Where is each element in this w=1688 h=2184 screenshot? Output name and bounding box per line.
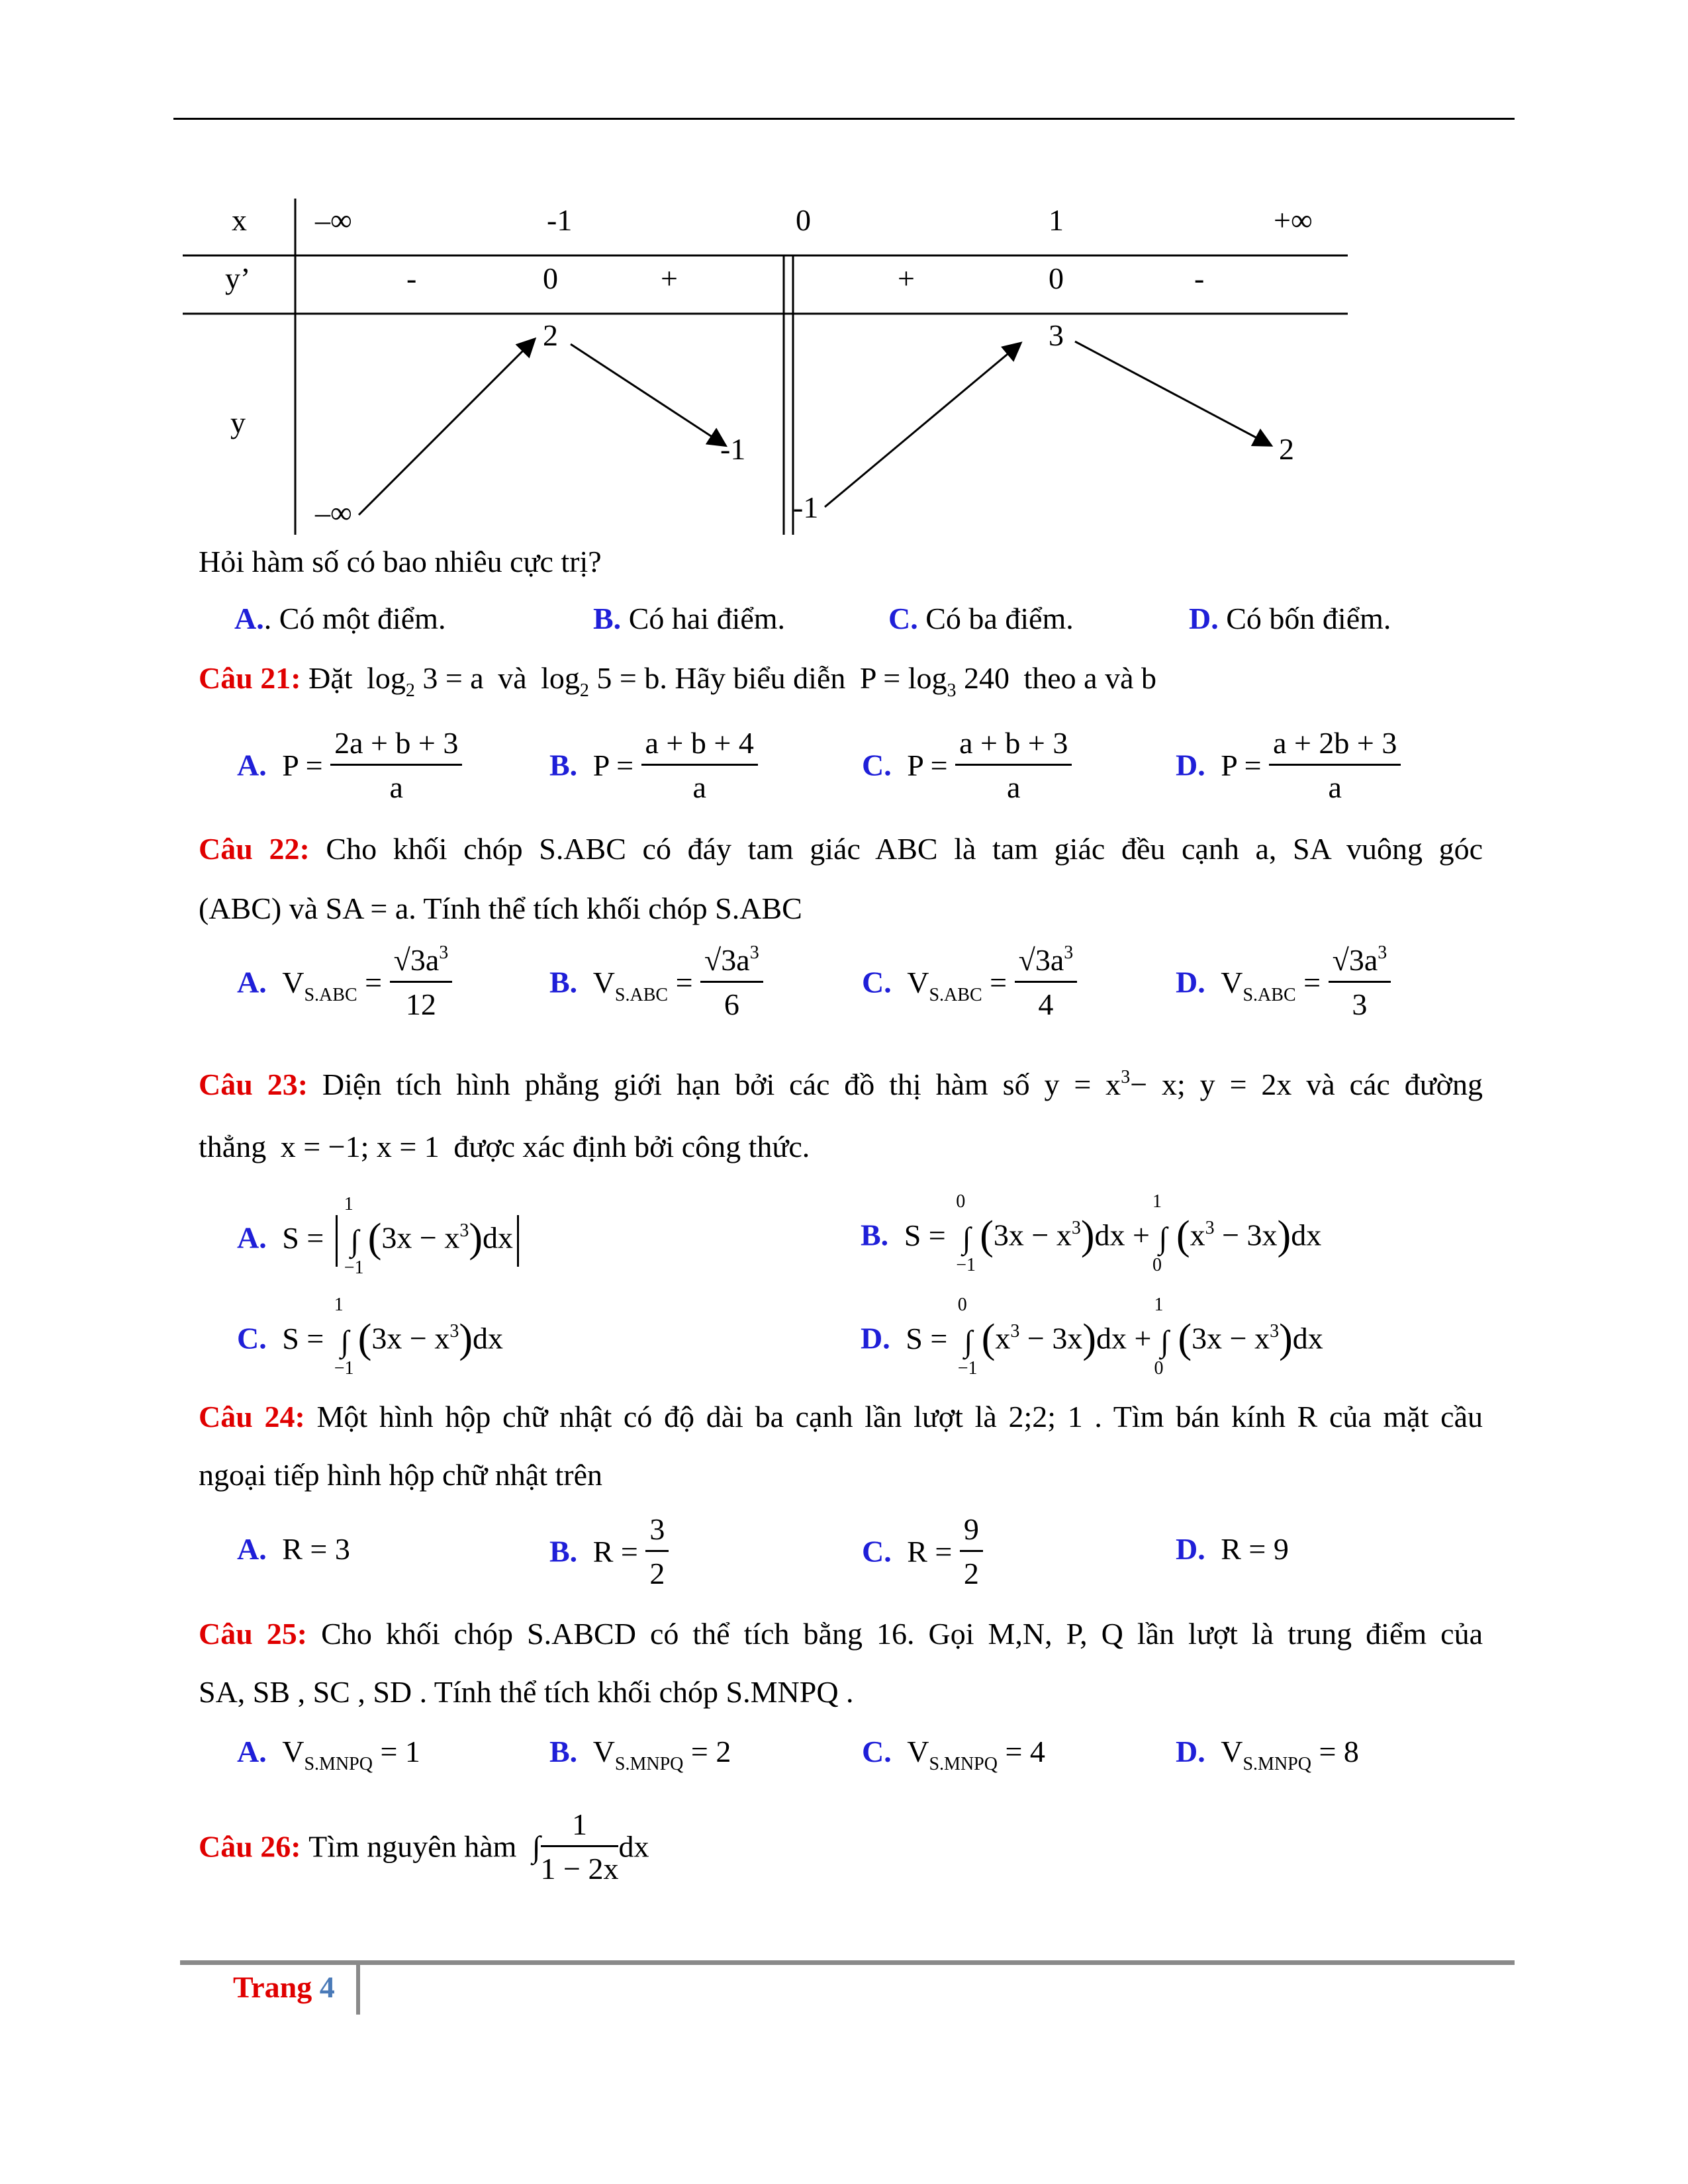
q25-d-letter: D. <box>1176 1735 1205 1768</box>
q24-text1: Một hình hộp chữ nhật có độ dài ba cạnh lần lượt là 2;2; 1 . Tìm bán kính R của mặt cầu <box>316 1400 1483 1433</box>
q20-prompt: Hỏi hàm số có bao nhiêu cực trị? <box>199 545 602 578</box>
q21-va: và <box>498 661 527 695</box>
table-lines <box>0 0 1688 563</box>
q21-c-fraction: $\frac{a + b + 3}{a}$ <box>955 728 1072 803</box>
q24-a-text: R = 3 <box>282 1532 350 1566</box>
q21-d-letter: D. <box>1176 748 1205 782</box>
q24-option-a[interactable] <box>237 1534 350 1565</box>
q23-d-integral-1: 0 ∫ −1 <box>957 1295 978 1379</box>
x-one: 1 <box>1049 203 1064 237</box>
q21-t3: theo a và b <box>1023 661 1157 695</box>
q21-t2: . Hãy biểu diễn <box>659 661 846 695</box>
q25-b-expr: $V_{S.MNPQ} = 2$ <box>592 1735 731 1774</box>
q20-d-letter: D. <box>1189 602 1219 635</box>
q23-d-integral-2: 1 ∫ 0 <box>1154 1295 1169 1379</box>
q25-d-expr: $V_{S.MNPQ} = 8$ <box>1221 1735 1359 1774</box>
q24-option-b[interactable] <box>549 1514 669 1589</box>
q22-d-letter: D. <box>1176 965 1205 999</box>
q24-c-letter: C. <box>862 1534 892 1569</box>
q20-a-text: . Có một điểm. <box>263 602 446 635</box>
q20-option-d[interactable] <box>1189 604 1391 634</box>
q24-c-pre: R = <box>907 1534 953 1569</box>
q24-b-letter: B. <box>549 1534 578 1569</box>
y-value-3: 3 <box>1049 318 1064 352</box>
q24-c-fraction: $\frac{9}{2}$ <box>960 1514 983 1589</box>
q25-text1: Cho khối chóp S.ABCD có thể tích bằng 16. Gọi M,N, P, Q lần lượt là trung điểm của <box>321 1617 1483 1651</box>
q23-option-b[interactable]: B. S = 0 ∫ −1 $(3x - x^3)dx$ + 1 ∫ 0 $(x^3 - 3x)dx$ <box>861 1191 1322 1275</box>
q21-b-letter: B. <box>549 748 578 782</box>
q21-log-b: $\log_2 5 = b$ <box>541 661 660 701</box>
x-pos-inf: +∞ <box>1274 203 1313 237</box>
q23-line2: thẳng x = −1; x = 1 được xác định bởi công thức. <box>199 1130 810 1163</box>
q23-option-d[interactable]: D. S = 0 ∫ −1 $(x^3 - 3x)dx$ + 1 ∫ 0 $(3x - x^3)dx$ <box>861 1295 1323 1379</box>
q24-option-d[interactable] <box>1176 1534 1289 1565</box>
q26-fraction: $\frac{1}{1 - 2x}$ <box>540 1807 619 1886</box>
arrow-down-2 <box>1075 341 1270 445</box>
q24-a-letter: A. <box>237 1532 267 1566</box>
q22-d-fraction: $\frac{√3a^3}{3}$ <box>1329 945 1391 1020</box>
q25-a-expr: $V_{S.MNPQ} = 1$ <box>282 1735 420 1774</box>
q20-option-b[interactable] <box>593 604 785 634</box>
q21-stem <box>199 661 1157 701</box>
arrow-up-2 <box>825 344 1019 507</box>
q23-b-integral-1: 0 ∫ −1 <box>956 1191 976 1275</box>
q22-option-d[interactable] <box>1176 942 1391 1021</box>
q25-a-letter: A. <box>237 1735 267 1768</box>
footer-rule <box>180 1960 1515 1965</box>
q22-a-v: $V_{S.ABC}$ = <box>282 965 383 1005</box>
yprime-sign-1: - <box>406 261 417 295</box>
yprime-sign-5: 0 <box>1049 261 1064 295</box>
q20-b-letter: B. <box>593 602 622 635</box>
q20-c-text: Có ba điểm. <box>925 602 1074 635</box>
q20-option-a[interactable] <box>234 604 445 634</box>
q21-c-letter: C. <box>862 748 892 782</box>
y-value-2: 2 <box>543 318 558 352</box>
q21-option-c[interactable] <box>862 728 1072 803</box>
yprime-label: y’ <box>225 261 251 295</box>
q22-option-a[interactable] <box>237 942 452 1021</box>
q24-label: Câu 24: <box>199 1400 305 1433</box>
q20-c-letter: C. <box>888 602 918 635</box>
q21-option-d[interactable] <box>1176 728 1401 803</box>
q21-a-p: P = <box>282 748 323 782</box>
q24-b-fraction: $\frac{3}{2}$ <box>645 1514 669 1589</box>
q20-option-c[interactable] <box>888 604 1074 634</box>
yprime-sign-2: 0 <box>543 261 558 295</box>
q22-label: Câu 22: <box>199 832 310 866</box>
q25-b-letter: B. <box>549 1735 578 1768</box>
footer-divider <box>356 1960 360 2015</box>
q24-line1 <box>199 1402 1483 1432</box>
q23-text1a: Diện tích hình phẳng giới hạn bởi các đồ thị hàm số <box>322 1068 1030 1101</box>
q21-log-a: $\log_2 3 = a$ <box>367 661 484 701</box>
q22-a-letter: A. <box>237 965 267 999</box>
yprime-sign-3: + <box>661 261 678 295</box>
q24-d-text: R = 9 <box>1221 1532 1289 1566</box>
footer-page-number: 4 <box>319 1970 335 2004</box>
q21-option-a[interactable] <box>237 728 462 803</box>
y-value-m1a: -1 <box>720 432 746 466</box>
arrow-down-1 <box>571 344 724 445</box>
q23-label: Câu 23: <box>199 1068 308 1101</box>
q21-option-b[interactable] <box>549 728 758 803</box>
q21-b-p: P = <box>592 748 634 782</box>
y-neg-inf: –∞ <box>315 496 352 529</box>
q23-c-letter: C. <box>237 1321 267 1355</box>
q23-a-letter: A. <box>237 1220 267 1255</box>
q21-d-fraction: $\frac{a + 2b + 3}{a}$ <box>1269 728 1401 803</box>
yprime-sign-6: - <box>1194 261 1205 295</box>
q25-c-expr: $V_{S.MNPQ} = 4$ <box>907 1735 1045 1774</box>
q24-option-c[interactable] <box>862 1514 983 1589</box>
q26-dx: dx <box>618 1829 649 1864</box>
q22-b-letter: B. <box>549 965 578 999</box>
q20-d-text: Có bốn điểm. <box>1226 602 1391 635</box>
y-value-2b: 2 <box>1279 432 1294 466</box>
q25-option-a[interactable] <box>237 1735 420 1774</box>
x-label: x <box>232 203 247 237</box>
q22-b-fraction: $\frac{√3a^3}{6}$ <box>700 945 763 1020</box>
y-value-m1b: -1 <box>793 490 819 524</box>
q21-c-p: P = <box>907 748 948 782</box>
q22-c-letter: C. <box>862 965 892 999</box>
q26-label: Câu 26: <box>199 1829 301 1864</box>
q23-text1d: và các đường <box>1306 1068 1483 1101</box>
q21-d-p: P = <box>1221 748 1262 782</box>
footer-label: Trang <box>233 1970 312 2004</box>
q21-b-fraction: $\frac{a + b + 4}{a}$ <box>641 728 758 803</box>
q25-option-c[interactable] <box>862 1735 1045 1774</box>
q25-line1 <box>199 1619 1483 1649</box>
footer-page <box>233 1972 335 2003</box>
q23-a-integral: 1 ∫ −1 <box>344 1194 364 1278</box>
q22-b-v: $V_{S.ABC}$ = <box>592 965 693 1005</box>
q23-fn: $y = x^3- x$; y = 2x <box>1044 1067 1292 1101</box>
q22-c-fraction: $\frac{√3a^3}{4}$ <box>1015 945 1078 1020</box>
q21-label: Câu 21: <box>199 661 301 695</box>
q23-line1 <box>199 1069 1483 1100</box>
q22-a-fraction: $\frac{√3a^3}{12}$ <box>390 945 453 1020</box>
yprime-sign-4: + <box>898 261 915 295</box>
q25-c-letter: C. <box>862 1735 892 1768</box>
arrow-up-1 <box>359 340 534 515</box>
q23-option-a[interactable]: A. S = 1 ∫ −1 $(3x - x^3)dx$ <box>237 1215 519 1267</box>
x-zero: 0 <box>796 203 811 237</box>
q23-b-integral-2: 1 ∫ 0 <box>1152 1191 1168 1275</box>
q21-t1: Đặt <box>308 661 353 695</box>
q22-d-v: $V_{S.ABC}$ = <box>1221 965 1321 1005</box>
q25-line2: SA, SB , SC , SD . Tính thể tích khối chóp S.MNPQ . <box>199 1675 854 1709</box>
q22-line1 <box>199 834 1483 864</box>
x-minus-one: -1 <box>547 203 573 237</box>
q24-d-letter: D. <box>1176 1532 1205 1566</box>
q26-int: ∫ <box>532 1829 541 1864</box>
q25-label: Câu 25: <box>199 1617 308 1651</box>
q24-line2: ngoại tiếp hình hộp chữ nhật trên <box>199 1458 603 1492</box>
y-label: y <box>230 406 246 439</box>
q21-a-letter: A. <box>237 748 267 782</box>
q24-b-pre: R = <box>592 1534 638 1569</box>
q22-c-v: $V_{S.ABC}$ = <box>907 965 1008 1005</box>
q26-stem <box>199 1809 649 1884</box>
q20-b-text: Có hai điểm. <box>628 602 786 635</box>
q26-text: Tìm nguyên hàm <box>308 1829 517 1864</box>
q22-option-c[interactable] <box>862 942 1077 1021</box>
x-neg-inf: –∞ <box>315 203 352 237</box>
q23-option-c[interactable]: C. S = 1 ∫ −1 $(3x - x^3)dx$ <box>237 1295 504 1379</box>
q21-p-expr: $P = \log_3 240$ <box>859 661 1009 701</box>
q23-d-letter: D. <box>861 1321 890 1355</box>
q23-b-letter: B. <box>861 1218 889 1252</box>
q21-a-fraction: $\frac{2a + b + 3}{a}$ <box>330 728 462 803</box>
q20-a-letter: A. <box>234 602 264 635</box>
q25-option-d[interactable] <box>1176 1735 1359 1774</box>
q25-option-b[interactable] <box>549 1735 731 1774</box>
q22-text1: Cho khối chóp S.ABC có đáy tam giác ABC là tam giác đều cạnh a, SA vuông góc <box>326 832 1483 866</box>
q22-option-b[interactable] <box>549 942 763 1021</box>
q23-c-integral: 1 ∫ −1 <box>334 1295 354 1379</box>
q22-line2: (ABC) và SA = a. Tính thể tích khối chóp S.ABC <box>199 891 802 925</box>
